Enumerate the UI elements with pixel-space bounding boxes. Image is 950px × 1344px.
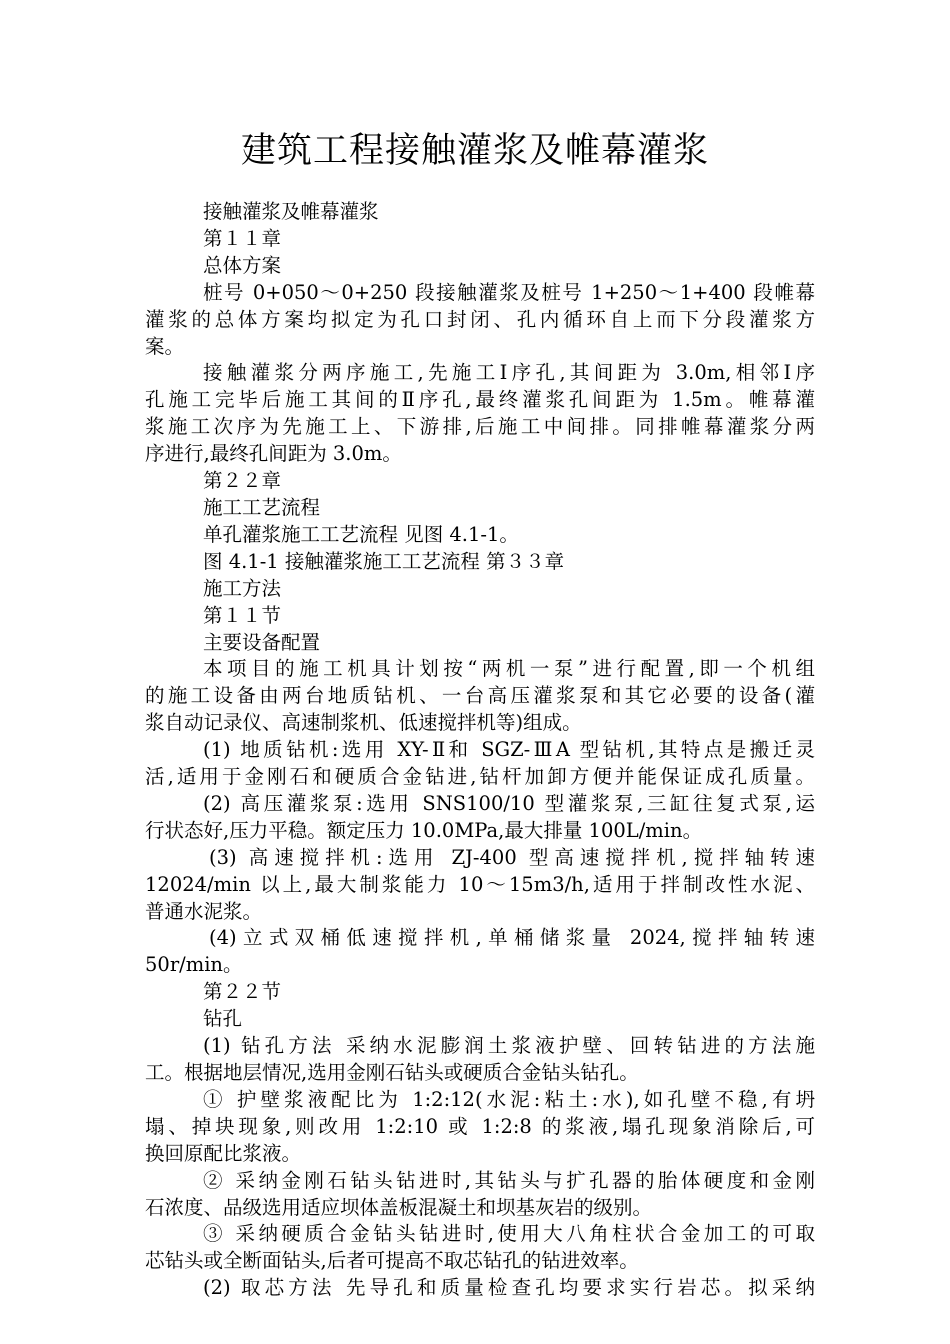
subsection-heading: 第１１节: [203, 603, 282, 627]
paragraph-line: 序进行,最终孔间距为 3.0m。: [145, 442, 402, 466]
list-item-line: 50r/min。: [145, 953, 243, 977]
list-item-line: 塌、掉块现象,则改用 1:2:10 或 1:2:8 的浆液,塌孔现象消除后,可: [145, 1114, 815, 1138]
list-item-line: 石浓度、品级选用适应坝体盖板混凝土和坝基灰岩的级别。: [145, 1195, 653, 1219]
section-heading: 施工方法: [203, 576, 282, 600]
list-item-line: 活,适用于金刚石和硬质合金钻进,钻杆加卸方便并能保证成孔质量。: [145, 765, 815, 789]
paragraph-line: 浆自动记录仪、高速制浆机、低速搅拌机等)组成。: [145, 711, 582, 735]
chapter-heading: 第１１章: [203, 226, 282, 250]
list-item-line: ① 护壁浆液配比为 1:2:12(水泥:粘土:水),如孔壁不稳,有坍: [203, 1087, 815, 1111]
list-item-line: (1) 地质钻机:选用 XY-Ⅱ和 SGZ-ⅢA 型钻机,其特点是搬迁灵: [203, 738, 815, 762]
list-item-line: (2) 高压灌浆泵:选用 SNS100/10 型灌浆泵,三缸往复式泵,运: [203, 791, 815, 815]
section-heading: 总体方案: [203, 253, 282, 277]
list-item-line: 换回原配比浆液。: [145, 1141, 302, 1165]
paragraph-line: 的施工设备由两台地质钻机、一台高压灌浆泵和其它必要的设备(灌: [145, 684, 815, 708]
list-item-line: (3) 高速搅拌机:选用 ZJ-400 型高速搅拌机,搅拌轴转速: [209, 845, 815, 869]
list-item-line: 行状态好,压力平稳。额定压力 10.0MPa,最大排量 100L/min。: [145, 818, 703, 842]
section-heading: 钻孔: [203, 1007, 243, 1031]
list-item-line: (2) 取芯方法 先导孔和质量检查孔均要求实行岩芯。拟采纳: [203, 1276, 815, 1300]
list-item-line: (4)立式双桶低速搅拌机,单桶储浆量 2024,搅拌轴转速: [209, 926, 815, 950]
paragraph-line: 案。: [145, 334, 185, 358]
paragraph-line: 浆施工次序为先施工上、下游排,后施工中间排。同排帷幕灌浆分两: [145, 415, 815, 439]
subsection-heading: 第２２节: [203, 980, 282, 1004]
paragraph-line: 灌浆的总体方案均拟定为孔口封闭、孔内循环自上而下分段灌浆方: [145, 307, 815, 331]
list-item-line: (1) 钻孔方法 采纳水泥膨润土浆液护壁、回转钻进的方法施: [203, 1034, 815, 1058]
list-item-line: ③ 采纳硬质合金钻头钻进时,使用大八角柱状合金加工的可取: [203, 1222, 815, 1246]
paragraph-line: 单孔灌浆施工工艺流程 见图 4.1-1。: [203, 522, 519, 546]
section-heading: 施工工艺流程: [203, 495, 321, 519]
list-item-line: 12024/min 以上,最大制浆能力 10～15m3/h,适用于拌制改性水泥、: [145, 872, 815, 896]
paragraph-line: 孔施工完毕后施工其间的Ⅱ序孔,最终灌浆孔间距为 1.5m。帷幕灌: [145, 388, 815, 412]
list-item-line: 芯钻头或全断面钻头,后者可提高不取芯钻孔的钻进效率。: [145, 1249, 639, 1273]
document-body: [145, 199, 815, 1302]
paragraph-line: 桩号 0+050～0+250 段接触灌浆及桩号 1+250～1+400 段帷幕: [203, 280, 815, 304]
subtitle-line: 接触灌浆及帷幕灌浆: [203, 200, 379, 223]
paragraph-line: 本项目的施工机具计划按“两机一泵”进行配置,即一个机组: [203, 657, 815, 681]
chapter-heading: 第２２章: [203, 469, 282, 493]
list-item-line: 工。根据地层情况,选用金刚石钻头或硬质合金钻头钻孔。: [145, 1061, 639, 1084]
list-item-line: ② 采纳金刚石钻头钻进时,其钻头与扩孔器的胎体硬度和金刚: [203, 1168, 815, 1192]
list-item-line: 普通水泥浆。: [145, 899, 263, 923]
figure-caption: 图 4.1-1 接触灌浆施工工艺流程 第３３章: [203, 549, 565, 573]
section-heading: 主要设备配置: [203, 630, 321, 654]
document-title: 建筑工程接触灌浆及帷幕灌浆: [240, 131, 709, 171]
paragraph-line: 接触灌浆分两序施工,先施工Ⅰ序孔,其间距为 3.0m,相邻Ⅰ序: [203, 361, 815, 385]
